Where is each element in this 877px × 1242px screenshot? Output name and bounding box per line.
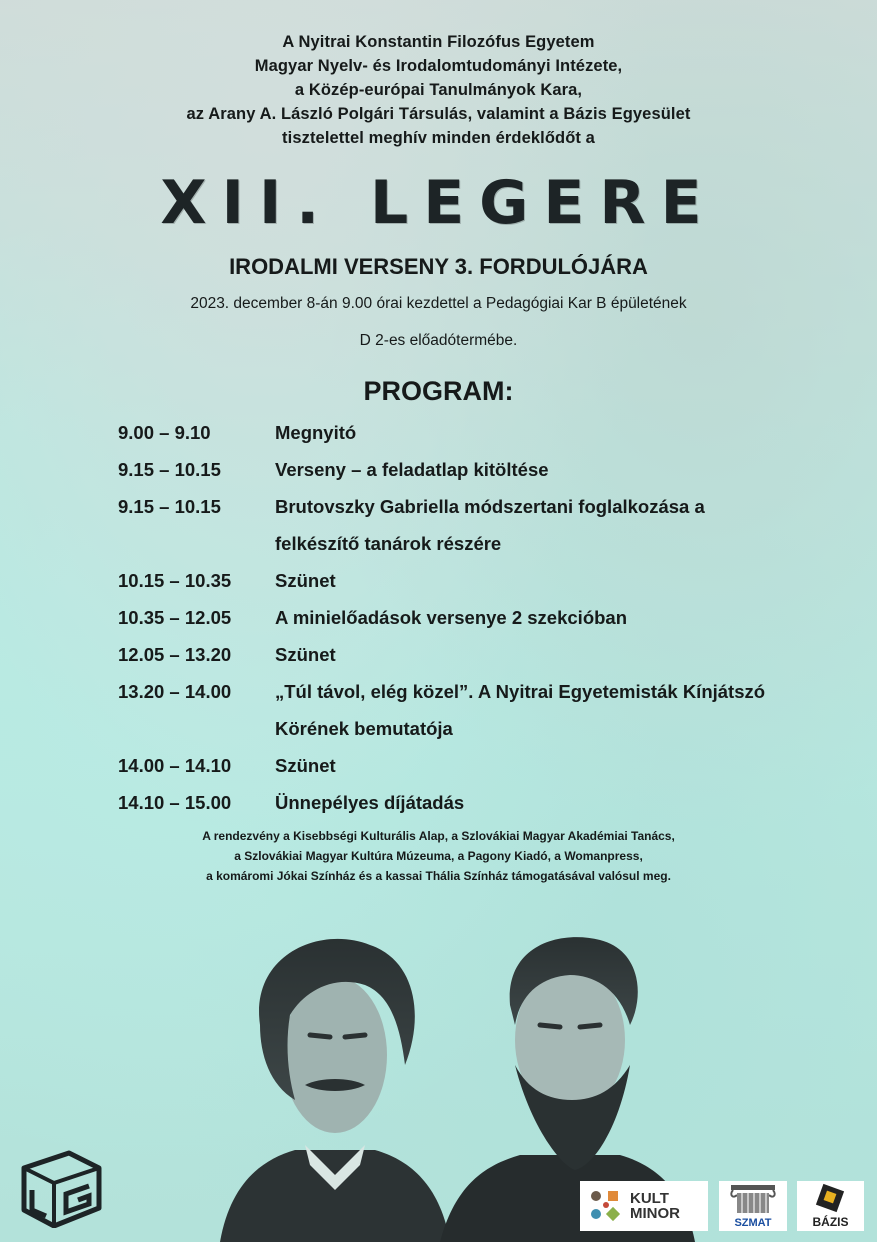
kult-minor-line2: MINOR (630, 1205, 680, 1222)
schedule-time: 10.35 – 12.05 (118, 607, 232, 628)
schedule-time: 10.15 – 10.35 (118, 570, 232, 591)
schedule-desc: Brutovszky Gabriella módszertani foglalkozása a (275, 496, 705, 517)
schedule-desc: Szünet (275, 644, 336, 665)
kult-minor-line1: KULT (630, 1190, 669, 1207)
schedule-desc: Körének bemutatója (275, 718, 453, 739)
schedule-desc: Megnyitó (275, 422, 357, 443)
schedule-desc: Ünnepélyes díjátadás (275, 792, 465, 813)
schedule-desc: Verseny – a feladatlap kitöltése (275, 459, 549, 480)
schedule-row (118, 599, 778, 636)
schedule-time (118, 525, 275, 562)
schedule-time: 9.15 – 10.15 (118, 459, 221, 480)
schedule-row (118, 562, 778, 599)
schedule-row (118, 747, 778, 784)
bazis-label: BÁZIS (812, 1215, 849, 1229)
szmat-logo (719, 1181, 787, 1231)
schedule-time: 14.00 – 14.10 (118, 755, 232, 776)
schedule-time (118, 710, 275, 747)
schedule-desc: Szünet (275, 570, 336, 591)
inviter-line: a Közép-európai Tanulmányok Kara, (294, 81, 583, 99)
schedule-row (118, 414, 778, 451)
support-line: a komáromi Jókai Színház és a kassai Thália Színház támogatásával valósul meg. (206, 869, 671, 883)
schedule-row (118, 488, 778, 525)
program-schedule (118, 414, 778, 821)
schedule-desc: „Túl távol, elég közel”. A Nyitrai Egyetemisták Kínjátszó (275, 681, 766, 702)
support-line: A rendezvény a Kisebbségi Kulturális Alap, a Szlovákiai Magyar Akadémiai Tanács, (202, 829, 675, 843)
schedule-row (118, 525, 778, 562)
support-line: a Szlovákiai Magyar Kultúra Múzeuma, a Pagony Kiadó, a Womanpress, (234, 849, 643, 863)
program-heading: PROGRAM: (363, 376, 514, 406)
schedule-time: 9.15 – 10.15 (118, 496, 221, 517)
inviter-line: az Arany A. László Polgári Társulás, valamint a Bázis Egyesület (186, 105, 691, 123)
kult-minor-logo (580, 1181, 708, 1231)
inviter-line: tisztelettel meghív minden érdeklődőt a (282, 129, 595, 147)
event-subtitle: IRODALMI VERSENY 3. FORDULÓJÁRA (229, 254, 648, 279)
schedule-time: 13.20 – 14.00 (118, 681, 232, 702)
bazis-logo (797, 1181, 864, 1231)
schedule-row (118, 451, 778, 488)
schedule-row (118, 673, 778, 710)
legere-logo (14, 1148, 104, 1228)
inviter-line: Magyar Nyelv- és Irodalomtudományi Intézete, (254, 57, 623, 75)
schedule-desc: Szünet (275, 755, 336, 776)
schedule-time: 9.00 – 9.10 (118, 422, 211, 443)
support-text (0, 826, 877, 886)
schedule-row (118, 636, 778, 673)
event-title: XII. LEGERE (160, 168, 717, 238)
column-capital-icon (719, 1181, 787, 1217)
inviter-line: A Nyitrai Konstantin Filozófus Egyetem (282, 33, 595, 51)
schedule-desc: felkészítő tanárok részére (275, 533, 502, 554)
bazis-icon (797, 1181, 864, 1215)
schedule-time: 12.05 – 13.20 (118, 644, 232, 665)
szmat-label: SZMAT (734, 1217, 772, 1229)
venue-line-2: D 2-es előadótermébe. (359, 332, 518, 349)
schedule-desc: A minielőadások versenye 2 szekcióban (275, 607, 628, 628)
venue-line-1: 2023. december 8-án 9.00 órai kezdettel a Pedagógiai Kar B épületének (190, 295, 687, 312)
schedule-time: 14.10 – 15.00 (118, 792, 232, 813)
schedule-row (118, 784, 778, 821)
schedule-row (118, 710, 778, 747)
inviter-block (0, 30, 877, 150)
kult-minor-icon (586, 1186, 626, 1226)
